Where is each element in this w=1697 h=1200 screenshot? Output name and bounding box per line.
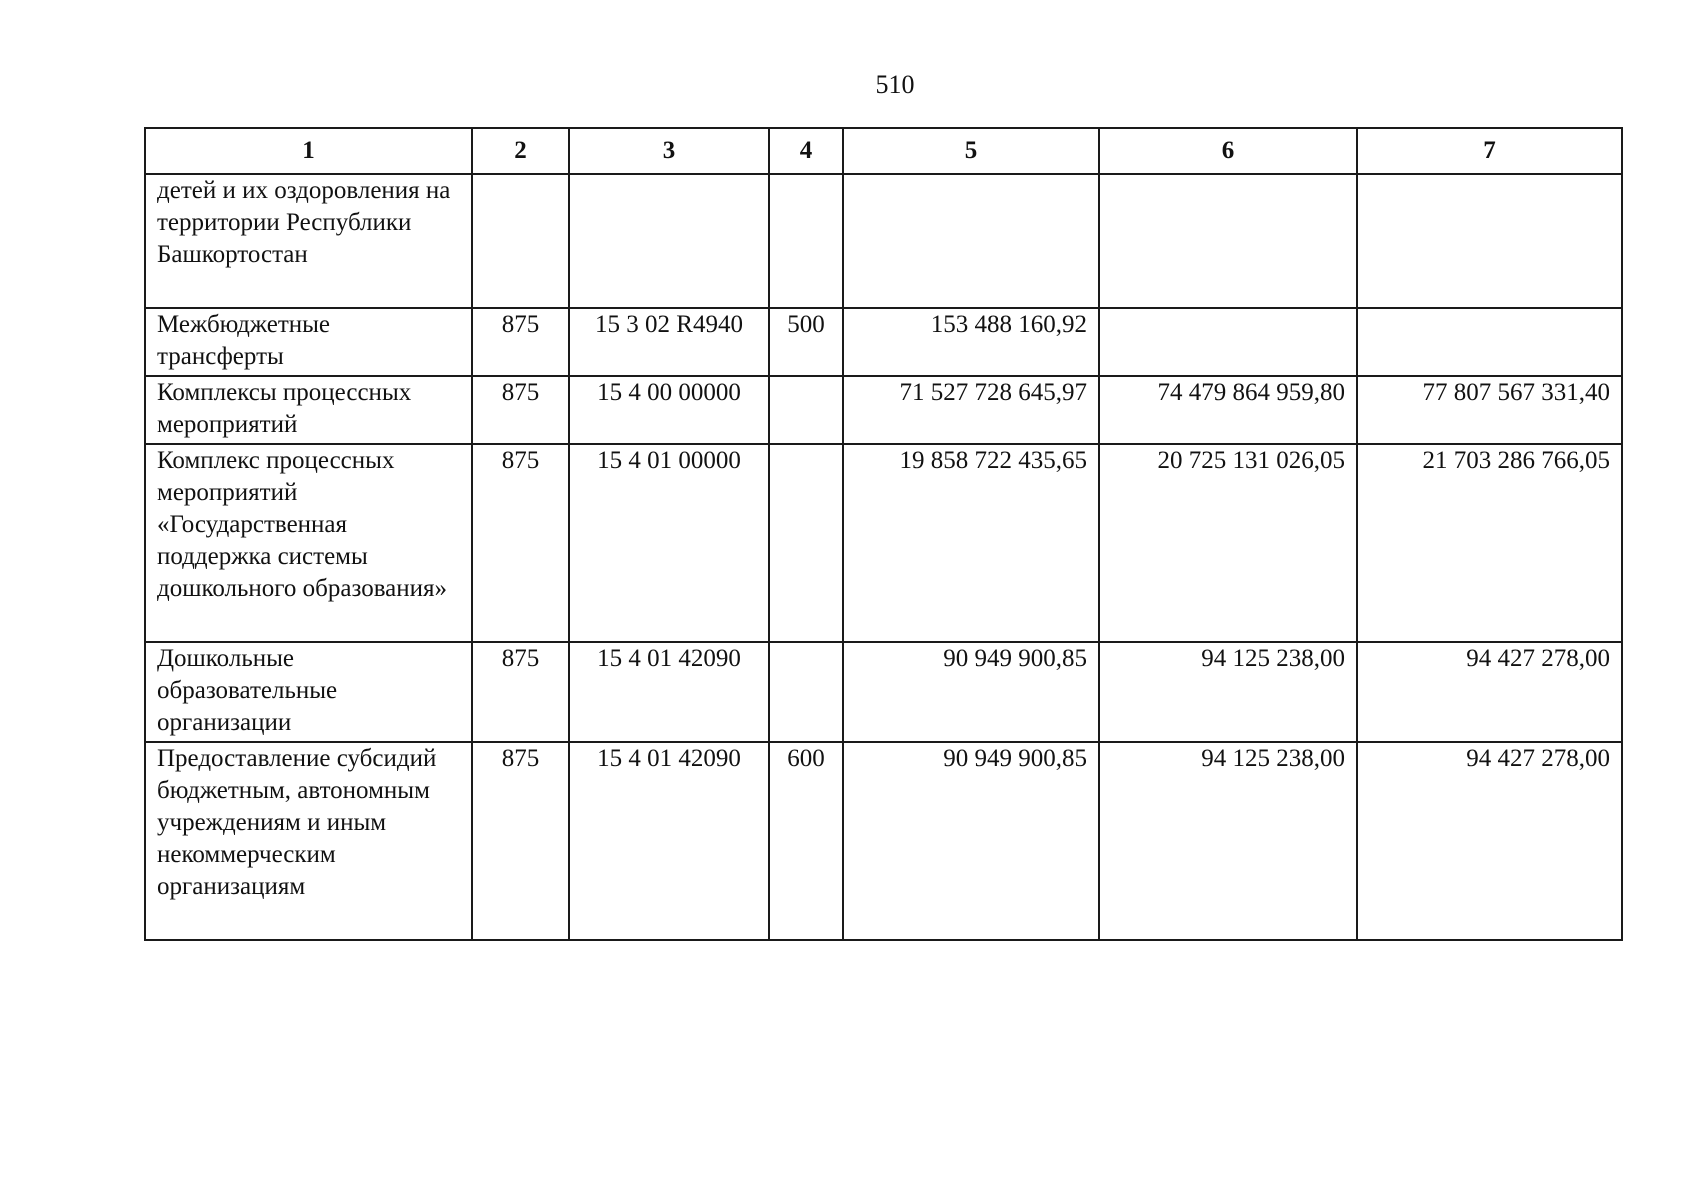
amount-col5-cell: 153 488 160,92 bbox=[843, 308, 1099, 376]
amount-col7-cell bbox=[1357, 174, 1622, 308]
column-header: 7 bbox=[1357, 128, 1622, 174]
ministry-code-cell: 875 bbox=[472, 642, 569, 742]
amount-col6-cell: 20 725 131 026,05 bbox=[1099, 444, 1357, 642]
ministry-code-cell bbox=[472, 174, 569, 308]
ministry-code-cell: 875 bbox=[472, 444, 569, 642]
budget-table bbox=[144, 127, 1623, 941]
row-name-cell: Дошкольные образовательные организации bbox=[145, 642, 472, 742]
amount-col5-cell: 90 949 900,85 bbox=[843, 642, 1099, 742]
target-code-cell: 15 4 01 42090 bbox=[569, 742, 769, 940]
row-name-cell: Предоставление субсидий бюджетным, автономным учреждениям и иным некоммерческим организациям bbox=[145, 742, 472, 940]
amount-col5-cell bbox=[843, 174, 1099, 308]
amount-col6-cell: 94 125 238,00 bbox=[1099, 642, 1357, 742]
amount-col5-cell: 90 949 900,85 bbox=[843, 742, 1099, 940]
target-code-cell: 15 4 01 00000 bbox=[569, 444, 769, 642]
amount-col7-cell: 94 427 278,00 bbox=[1357, 642, 1622, 742]
column-header: 1 bbox=[145, 128, 472, 174]
table-row bbox=[145, 308, 1622, 376]
table-row bbox=[145, 742, 1622, 940]
expense-type-cell bbox=[769, 376, 843, 444]
column-header: 6 bbox=[1099, 128, 1357, 174]
expense-type-cell bbox=[769, 444, 843, 642]
expense-type-cell bbox=[769, 642, 843, 742]
expense-type-cell: 500 bbox=[769, 308, 843, 376]
amount-col7-cell: 77 807 567 331,40 bbox=[1357, 376, 1622, 444]
amount-col6-cell: 74 479 864 959,80 bbox=[1099, 376, 1357, 444]
column-header: 3 bbox=[569, 128, 769, 174]
ministry-code-cell: 875 bbox=[472, 742, 569, 940]
target-code-cell: 15 4 01 42090 bbox=[569, 642, 769, 742]
ministry-code-cell: 875 bbox=[472, 308, 569, 376]
amount-col6-cell bbox=[1099, 308, 1357, 376]
column-header: 5 bbox=[843, 128, 1099, 174]
expense-type-cell: 600 bbox=[769, 742, 843, 940]
target-code-cell: 15 3 02 R4940 bbox=[569, 308, 769, 376]
amount-col5-cell: 19 858 722 435,65 bbox=[843, 444, 1099, 642]
header-row bbox=[145, 128, 1622, 174]
column-header: 2 bbox=[472, 128, 569, 174]
table-row bbox=[145, 642, 1622, 742]
amount-col7-cell bbox=[1357, 308, 1622, 376]
row-name-cell: Комплекс процессных мероприятий «Государственная поддержка системы дошкольного образования» bbox=[145, 444, 472, 642]
amount-col5-cell: 71 527 728 645,97 bbox=[843, 376, 1099, 444]
ministry-code-cell: 875 bbox=[472, 376, 569, 444]
row-name-cell: Комплексы процессных мероприятий bbox=[145, 376, 472, 444]
amount-col6-cell bbox=[1099, 174, 1357, 308]
row-name-cell: Межбюджетные трансферты bbox=[145, 308, 472, 376]
table-row bbox=[145, 376, 1622, 444]
amount-col6-cell: 94 125 238,00 bbox=[1099, 742, 1357, 940]
amount-col7-cell: 21 703 286 766,05 bbox=[1357, 444, 1622, 642]
row-name-cell: детей и их оздоровления на территории Республики Башкортостан bbox=[145, 174, 472, 308]
target-code-cell: 15 4 00 00000 bbox=[569, 376, 769, 444]
page-number: 510 bbox=[875, 70, 915, 99]
target-code-cell bbox=[569, 174, 769, 308]
table-row bbox=[145, 174, 1622, 308]
table-row bbox=[145, 444, 1622, 642]
column-header: 4 bbox=[769, 128, 843, 174]
expense-type-cell bbox=[769, 174, 843, 308]
amount-col7-cell: 94 427 278,00 bbox=[1357, 742, 1622, 940]
